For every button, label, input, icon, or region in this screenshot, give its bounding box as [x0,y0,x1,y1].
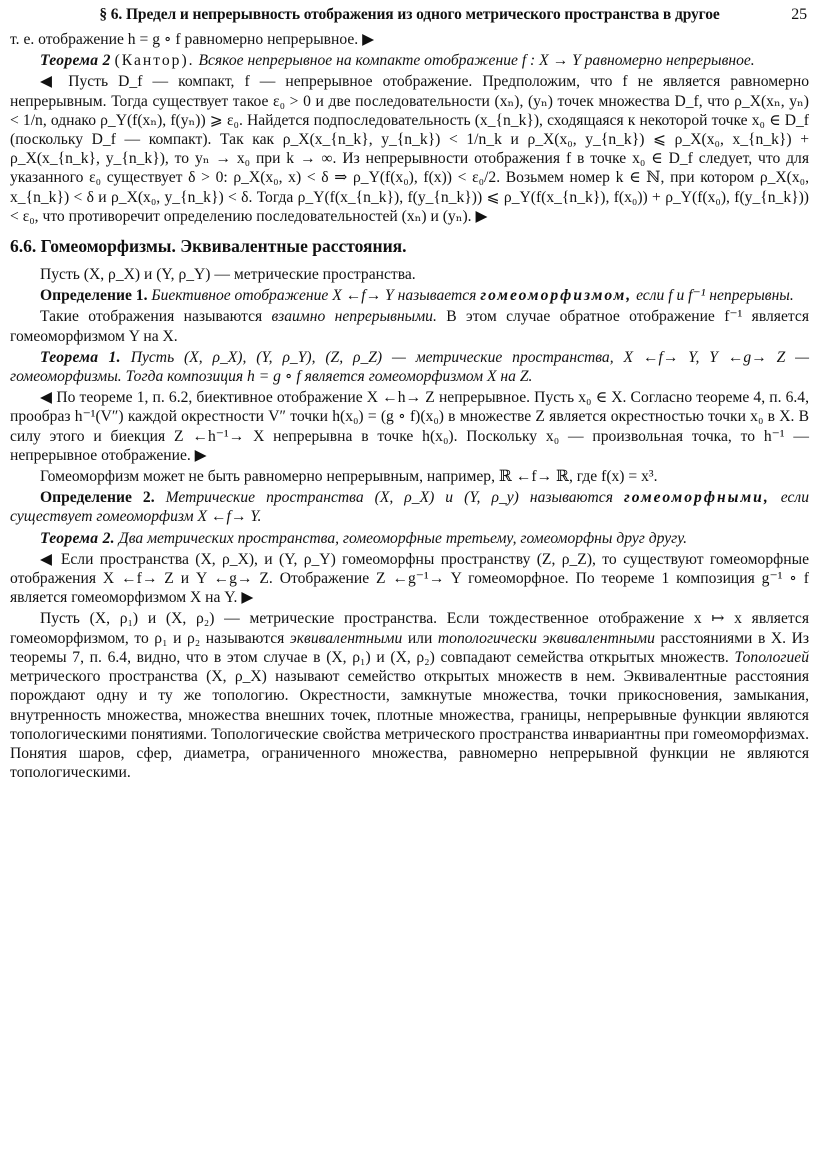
text-run: Такие отображения называются [40,308,263,326]
theorem-author: (Кантор). [114,52,195,70]
term-equivalent: эквивалентными [289,629,403,647]
definition-2 [10,488,809,526]
definition-label: Определение 2. [40,489,155,507]
running-header [10,6,809,30]
paragraph-equivalent [10,609,809,782]
theorem-label: Теорема 2 [40,52,111,70]
theorem-statement: Пусть (X, ρ_X), (Y, ρ_Y), (Z, ρ_Z) — метрические пространства, X ←f→ Y, Y ←g→ Z — гомеоморфизмы. Тогда композиция h = g ∘ f является гомеоморфизмом X на Z. [10,348,809,386]
running-header-title: § 6. Предел и непрерывность отображения из одного метрического пространства в другое [99,6,720,23]
page-number: 25 [791,6,807,23]
term-topologically-equivalent: топологически эквивалентными [437,629,655,647]
definition-label: Определение 1. [40,287,148,305]
paragraph-proof-end: т. е. отображение h = g ∘ f равномерно непрерывное. ▶ [10,31,375,48]
theorem-statement: Два метрических пространства, гомеоморфные третьему, гомеоморфны друг другу. [118,529,688,547]
definition-text: Биективное отображение X ←f→ Y называется [151,287,477,305]
theorem-cantor [10,51,809,70]
text-run: метрического пространства (X, ρ_X) называют семейство открытых множеств в нем. Эквивалентные расстояния порождают одну и ту же топологию. Окрестности, замкнутые множества, точки прикосновения, замыкания, внутренность множества, множества внешних точек, плотные множества, границы, непрерывные функции являются топологическими понятиями. Топологические свойства метрического пространства инвариантны при гомеоморфизмах. Понятия шаров, сфер, диаметра, ограниченного множества, равномерно непрерывной функции не являются топологическими. [10,668,809,782]
term-mutual: взаимно непрерывными. [271,308,437,326]
term-topology: Топологией [734,648,809,666]
theorem-label: Теорема 2. [40,529,115,547]
paragraph-spaces: Пусть (X, ρ_X) и (Y, ρ_Y) — метрические пространства. [40,266,416,284]
text-run: Пусть (X, ρ₁) и (X, ρ₂) — метрические пространства. Если тождественное отображение x ↦ x является гомеоморфизмом, то ρ₁ и ρ₂ называются [10,610,809,647]
definition-term: гомеоморфными, [624,489,770,507]
definition-term: гомеоморфизмом, [480,287,633,305]
definition-1 [10,286,809,305]
text-run: В этом случае обратное отображение f⁻¹ является гомеоморфизмом Y на X. [10,308,809,345]
definition-text-end: если f и f⁻¹ непрерывны. [636,287,794,305]
theorem-statement: Всякое непрерывное на компакте отображение f : X → Y равномерно непрерывное. [198,52,755,70]
proof-theorem-2: ◀ Если пространства (X, ρ_X), и (Y, ρ_Y) гомеоморфны пространству (Z, ρ_Z), то существуют гомеоморфные отображения X ←f→ Z и Y ←g→ Z. Отображение Z ←g⁻¹→ Y гомеоморфное. По теореме 1 композиция g⁻¹ ∘ f является гомеоморфизмом X на Y. ▶ [10,550,809,607]
theorem-2 [10,529,809,548]
text-run: или [407,629,433,647]
proof-cantor: ◀ Пусть D_f — компакт, f — непрерывное отображение. Предположим, что f не является равномерно непрерывным. Тогда существует такое ε₀ > 0 и две последовательности (xₙ), (yₙ) точек множества D_f, что ρ_X(xₙ, yₙ) < 1/n, однако ρ_Y(f(xₙ), f(yₙ)) ⩾ ε₀. Найдется подпоследовательность (x_{n_k}), сходящаяся к некоторой точке x₀ ∈ D_f (поскольку D_f — компакт). Так как ρ_X(x_{n_k}, y_{n_k}) < 1/n_k и ρ_X(x₀, y_{n_k}) ⩽ ρ_X(x₀, x_{n_k}) + ρ_X(x_{n_k}, y_{n_k}), то yₙ → x₀ при k → ∞. Из непрерывности отображения f в точке x₀ ∈ D_f следует, что для указанного ε₀ существует δ > 0: ρ_X(x₀, x) < δ ⇒ ρ_Y(f(x₀), f(x)) < ε₀/2. Возьмем номер k ∈ ℕ, при котором ρ_X(x₀, x_{n_k}) < δ и ρ_X(x₀, y_{n_k}) < δ. Тогда ρ_Y(f(x_{n_k}), f(y_{n_k})) ⩽ ρ_Y(f(x_{n_k}), f(x₀)) + ρ_Y(f(x₀), f(y_{n_k})) < ε₀, что противоречит определению последовательностей (xₙ) и (yₙ). ▶ [10,73,809,225]
text-run: расстояниями в X. Из теоремы 7, п. 6.4, видно, что в этом случае в (X, ρ₁) и (X, ρ₂) совпадают семейства открытых множеств. [10,629,810,666]
proof-theorem-1: ◀ По теореме 1, п. 6.2, биективное отображение X ←h→ Z непрерывное. Пусть x₀ ∈ X. Согласно теореме 4, п. 6.4, прообраз h⁻¹(V″) каждой окрестности V″ точки h(x₀) = (g ∘ f)(x₀) в множестве Z является окрестностью точки x₀ в X. В силу этого и биекция Z ←h⁻¹→ X непрерывна в точке h(x₀). Поскольку x₀ — произвольная точка, то h⁻¹ — непрерывное отображение. ▶ [10,389,809,464]
paragraph-mutual [10,307,809,345]
definition-text-end: если существует гомеоморфизм X ←f→ Y. [10,489,809,526]
section-title: 6.6. Гомеоморфизмы. Эквивалентные расстояния. [10,236,407,257]
paragraph-example: Гомеоморфизм может не быть равномерно непрерывным, например, ℝ ←f→ ℝ, где f(x) = x³. [40,468,658,486]
page [10,6,809,784]
theorem-1 [10,348,809,386]
theorem-label: Теорема 1. [40,348,121,366]
definition-text: Метрические пространства (X, ρ_X) и (Y, ρ_y) называются [165,489,613,507]
